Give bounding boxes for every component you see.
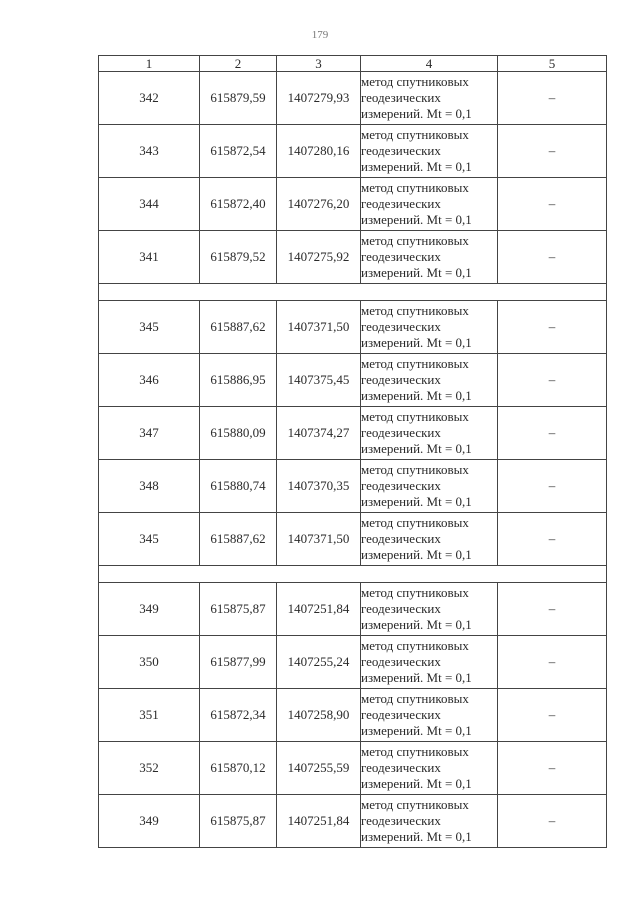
note-cell: –	[498, 125, 607, 178]
column-header-5: 5	[498, 56, 607, 72]
method-cell: метод спутниковых геодезических измерений. Mt = 0,1	[361, 178, 498, 231]
method-cell: метод спутниковых геодезических измерений. Mt = 0,1	[361, 636, 498, 689]
y-coordinate-cell: 1407374,27	[277, 407, 361, 460]
y-coordinate-cell: 1407371,50	[277, 513, 361, 566]
point-number-cell: 344	[99, 178, 200, 231]
table-row	[99, 795, 607, 848]
point-number-cell: 351	[99, 689, 200, 742]
x-coordinate-cell: 615875,87	[200, 583, 277, 636]
point-number-cell: 347	[99, 407, 200, 460]
x-coordinate-cell: 615879,59	[200, 72, 277, 125]
point-number-cell: 352	[99, 742, 200, 795]
y-coordinate-cell: 1407279,93	[277, 72, 361, 125]
method-cell: метод спутниковых геодезических измерений. Mt = 0,1	[361, 301, 498, 354]
x-coordinate-cell: 615887,62	[200, 301, 277, 354]
method-cell: метод спутниковых геодезических измерений. Mt = 0,1	[361, 513, 498, 566]
column-header-3: 3	[277, 56, 361, 72]
y-coordinate-cell: 1407251,84	[277, 583, 361, 636]
method-cell: метод спутниковых геодезических измерений. Mt = 0,1	[361, 460, 498, 513]
note-cell: –	[498, 583, 607, 636]
y-coordinate-cell: 1407255,24	[277, 636, 361, 689]
header-row	[99, 56, 607, 72]
table-body	[99, 56, 607, 848]
table-row	[99, 354, 607, 407]
point-number-cell: 343	[99, 125, 200, 178]
y-coordinate-cell: 1407375,45	[277, 354, 361, 407]
group-separator-cell	[99, 284, 607, 301]
note-cell: –	[498, 636, 607, 689]
table-row	[99, 583, 607, 636]
point-number-cell: 345	[99, 301, 200, 354]
table-row	[99, 636, 607, 689]
y-coordinate-cell: 1407251,84	[277, 795, 361, 848]
point-number-cell: 341	[99, 231, 200, 284]
method-cell: метод спутниковых геодезических измерений. Mt = 0,1	[361, 795, 498, 848]
note-cell: –	[498, 689, 607, 742]
method-cell: метод спутниковых геодезических измерений. Mt = 0,1	[361, 72, 498, 125]
method-cell: метод спутниковых геодезических измерений. Mt = 0,1	[361, 583, 498, 636]
x-coordinate-cell: 615872,40	[200, 178, 277, 231]
y-coordinate-cell: 1407258,90	[277, 689, 361, 742]
table-row	[99, 125, 607, 178]
table-row	[99, 689, 607, 742]
y-coordinate-cell: 1407280,16	[277, 125, 361, 178]
table-row	[99, 742, 607, 795]
note-cell: –	[498, 231, 607, 284]
note-cell: –	[498, 742, 607, 795]
y-coordinate-cell: 1407371,50	[277, 301, 361, 354]
page-number: 179	[311, 29, 329, 41]
note-cell: –	[498, 513, 607, 566]
x-coordinate-cell: 615879,52	[200, 231, 277, 284]
note-cell: –	[498, 178, 607, 231]
table-row	[99, 231, 607, 284]
x-coordinate-cell: 615880,09	[200, 407, 277, 460]
table-row	[99, 72, 607, 125]
note-cell: –	[498, 407, 607, 460]
x-coordinate-cell: 615875,87	[200, 795, 277, 848]
note-cell: –	[498, 795, 607, 848]
point-number-cell: 350	[99, 636, 200, 689]
y-coordinate-cell: 1407275,92	[277, 231, 361, 284]
method-cell: метод спутниковых геодезических измерений. Mt = 0,1	[361, 231, 498, 284]
method-cell: метод спутниковых геодезических измерений. Mt = 0,1	[361, 689, 498, 742]
point-number-cell: 342	[99, 72, 200, 125]
x-coordinate-cell: 615872,54	[200, 125, 277, 178]
note-cell: –	[498, 72, 607, 125]
method-cell: метод спутниковых геодезических измерений. Mt = 0,1	[361, 742, 498, 795]
table-row	[99, 301, 607, 354]
y-coordinate-cell: 1407255,59	[277, 742, 361, 795]
x-coordinate-cell: 615870,12	[200, 742, 277, 795]
group-separator-row	[99, 566, 607, 583]
x-coordinate-cell: 615872,34	[200, 689, 277, 742]
point-number-cell: 346	[99, 354, 200, 407]
y-coordinate-cell: 1407276,20	[277, 178, 361, 231]
point-number-cell: 349	[99, 583, 200, 636]
note-cell: –	[498, 460, 607, 513]
note-cell: –	[498, 354, 607, 407]
table-row	[99, 513, 607, 566]
table-row	[99, 178, 607, 231]
x-coordinate-cell: 615877,99	[200, 636, 277, 689]
group-separator-cell	[99, 566, 607, 583]
coordinates-table	[98, 55, 607, 848]
column-header-4: 4	[361, 56, 498, 72]
note-cell: –	[498, 301, 607, 354]
method-cell: метод спутниковых геодезических измерений. Mt = 0,1	[361, 354, 498, 407]
point-number-cell: 349	[99, 795, 200, 848]
x-coordinate-cell: 615886,95	[200, 354, 277, 407]
column-header-2: 2	[200, 56, 277, 72]
table-row	[99, 407, 607, 460]
x-coordinate-cell: 615887,62	[200, 513, 277, 566]
method-cell: метод спутниковых геодезических измерений. Mt = 0,1	[361, 407, 498, 460]
y-coordinate-cell: 1407370,35	[277, 460, 361, 513]
table-row	[99, 460, 607, 513]
group-separator-row	[99, 284, 607, 301]
method-cell: метод спутниковых геодезических измерений. Mt = 0,1	[361, 125, 498, 178]
point-number-cell: 348	[99, 460, 200, 513]
x-coordinate-cell: 615880,74	[200, 460, 277, 513]
column-header-1: 1	[99, 56, 200, 72]
point-number-cell: 345	[99, 513, 200, 566]
